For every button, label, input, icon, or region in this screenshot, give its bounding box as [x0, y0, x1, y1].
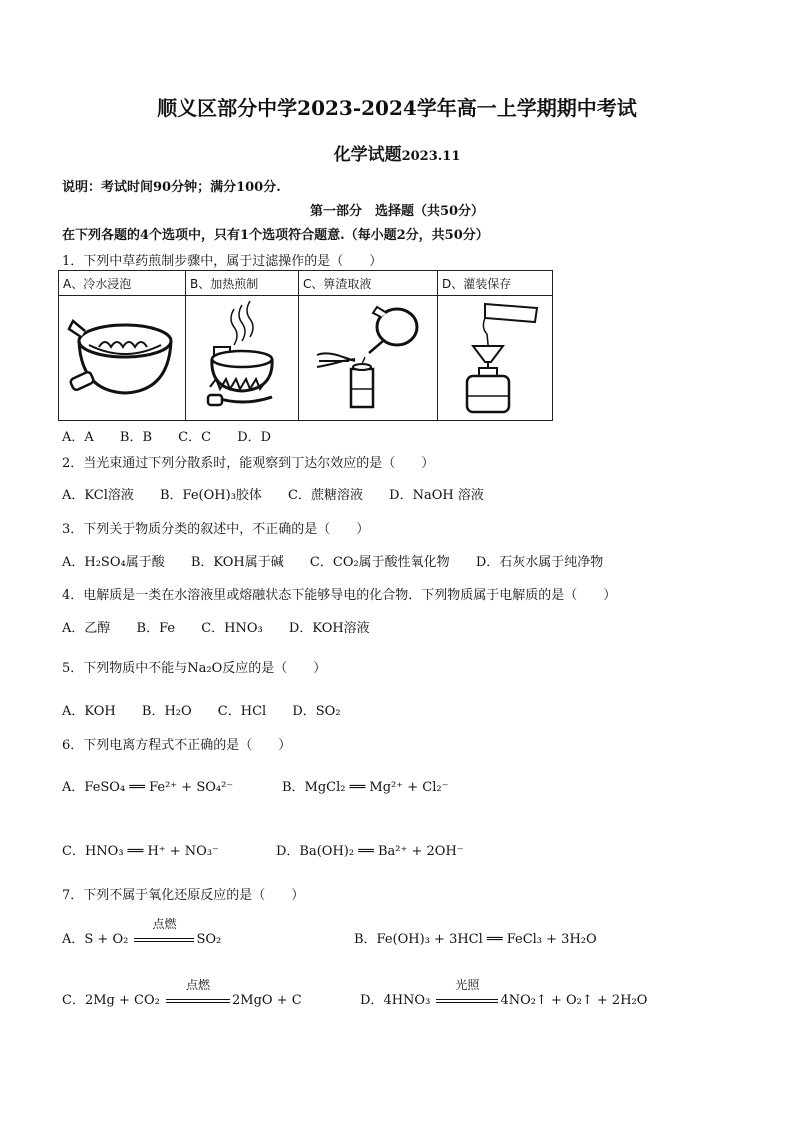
funnel-bottle-icon	[443, 296, 547, 416]
question-3-stem: 3．下列关于物质分类的叙述中，不正确的是（ ）	[62, 522, 370, 537]
q7-option-a-arrow	[132, 917, 196, 947]
q7-option-c-condition: 点燃	[185, 978, 210, 992]
q7-option-c-label: C．	[62, 993, 85, 1008]
q6-option-b[interactable]: B．MgCl₂ ══ Mg²⁺ + Cl₂⁻	[282, 780, 449, 795]
table-header-a: A、冷水浸泡	[59, 271, 186, 296]
table-image-c	[299, 296, 438, 421]
q7-option-d-label: D．	[360, 993, 384, 1008]
question-3-options	[62, 551, 625, 570]
q1-option-a[interactable]: A．A	[62, 430, 94, 445]
question-2-stem: 2．当光束通过下列分散系时，能观察到丁达尔效应的是（ ）	[62, 456, 435, 471]
table-image-a	[59, 296, 186, 421]
exam-title: 顺义区部分中学2023-2024学年高一上学期期中考试	[157, 96, 637, 120]
q6-option-d[interactable]: D．Ba(OH)₂ ══ Ba²⁺ + 2OH⁻	[276, 844, 464, 859]
q4-option-b[interactable]: B．Fe	[136, 621, 176, 636]
question-4-stem: 4．电解质是一类在水溶液里或熔融状态下能够导电的化合物．下列物质属于电解质的是（ ）	[62, 588, 617, 603]
q4-option-d[interactable]: D．KOH溶液	[288, 621, 370, 636]
question-5-stem: 5．下列物质中不能与Na₂O反应的是（ ）	[62, 661, 327, 676]
table-image-d	[438, 296, 553, 421]
question-1-stem: 1．下列中草药煎制步骤中，属于过滤操作的是（ ）	[62, 254, 383, 269]
q7-option-c-arrow	[164, 978, 232, 1008]
q2-option-c[interactable]: C．蔗糖溶液	[288, 488, 363, 503]
table-header-c: C、箅渣取液	[299, 271, 438, 296]
q2-option-a[interactable]: A．KCl溶液	[62, 488, 134, 503]
q7-option-b[interactable]: B．Fe(OH)₃ + 3HCl ══ FeCl₃ + 3H₂O	[354, 932, 597, 947]
q7-option-d-arrow	[434, 978, 500, 1008]
question-1-options	[62, 426, 293, 445]
q3-option-b[interactable]: B．KOH属于碱	[190, 555, 284, 570]
q6-option-c[interactable]: C．HNO₃ ══ H⁺ + NO₃⁻	[62, 844, 219, 859]
q6-option-a[interactable]: A．FeSO₄ ══ Fe²⁺ + SO₄²⁻	[62, 780, 234, 795]
q7-option-c[interactable]	[62, 978, 302, 1008]
question-1-table	[58, 270, 553, 421]
q7-option-d-condition: 光照	[455, 978, 480, 992]
exam-date: 2023.11	[401, 149, 461, 164]
q4-option-c[interactable]: C．HNO₃	[201, 621, 263, 636]
pot-heating-icon	[190, 297, 294, 415]
q7-option-a-label: A．	[62, 932, 85, 947]
q7-option-a-condition: 点燃	[152, 917, 177, 931]
section-heading: 第一部分 选择题（共50分）	[309, 204, 485, 219]
table-image-b	[186, 296, 299, 421]
q7-option-d-products: 4NO₂↑ + O₂↑ + 2H₂O	[500, 993, 648, 1008]
q5-option-c[interactable]: C．HCl	[217, 704, 267, 719]
q2-option-b[interactable]: B．Fe(OH)₃胶体	[160, 488, 262, 503]
q3-option-d[interactable]: D．石灰水属于纯净物	[475, 555, 604, 570]
q7-option-c-products: 2MgO + C	[231, 993, 302, 1008]
q2-option-d[interactable]: D．NaOH 溶液	[389, 488, 484, 503]
q7-option-d-reactants: 4HNO₃	[383, 993, 431, 1008]
table-header-d: D、灌装保存	[438, 271, 553, 296]
pouring-liquid-icon	[303, 297, 433, 415]
question-5-options	[62, 700, 363, 719]
q7-option-d[interactable]	[360, 978, 648, 1008]
q3-option-a[interactable]: A．H₂SO₄属于酸	[62, 555, 165, 570]
q7-option-a[interactable]	[62, 917, 222, 947]
q7-option-c-reactants: 2Mg + CO₂	[84, 993, 160, 1008]
subject-title: 化学试题	[333, 145, 402, 165]
q7-option-a-products: SO₂	[196, 932, 222, 947]
q5-option-b[interactable]: B．H₂O	[141, 704, 192, 719]
question-7-stem: 7．下列不属于氧化还原反应的是（ ）	[62, 888, 305, 903]
q1-option-d[interactable]: D．D	[237, 430, 272, 445]
table-header-b: B、加热煎制	[186, 271, 299, 296]
q4-option-a[interactable]: A．乙醇	[62, 621, 111, 636]
question-6-stem: 6．下列电离方程式不正确的是（ ）	[62, 738, 292, 753]
q5-option-d[interactable]: D．SO₂	[292, 704, 341, 719]
question-4-options	[62, 617, 392, 636]
question-2-options	[62, 484, 506, 503]
q1-option-b[interactable]: B．B	[119, 430, 153, 445]
q7-option-a-reactants: S + O₂	[84, 932, 129, 947]
pot-soaking-icon	[63, 301, 181, 411]
exam-subtitle	[0, 140, 794, 165]
exam-instructions: 说明：考试时间90分钟；满分100分.	[62, 180, 281, 195]
q1-option-c[interactable]: C．C	[178, 430, 212, 445]
q5-option-a[interactable]: A．KOH	[62, 704, 116, 719]
section-directions: 在下列各题的4个选项中，只有1个选项符合题意.（每小题2分，共50分）	[62, 228, 489, 243]
q3-option-c[interactable]: C．CO₂属于酸性氧化物	[309, 555, 450, 570]
